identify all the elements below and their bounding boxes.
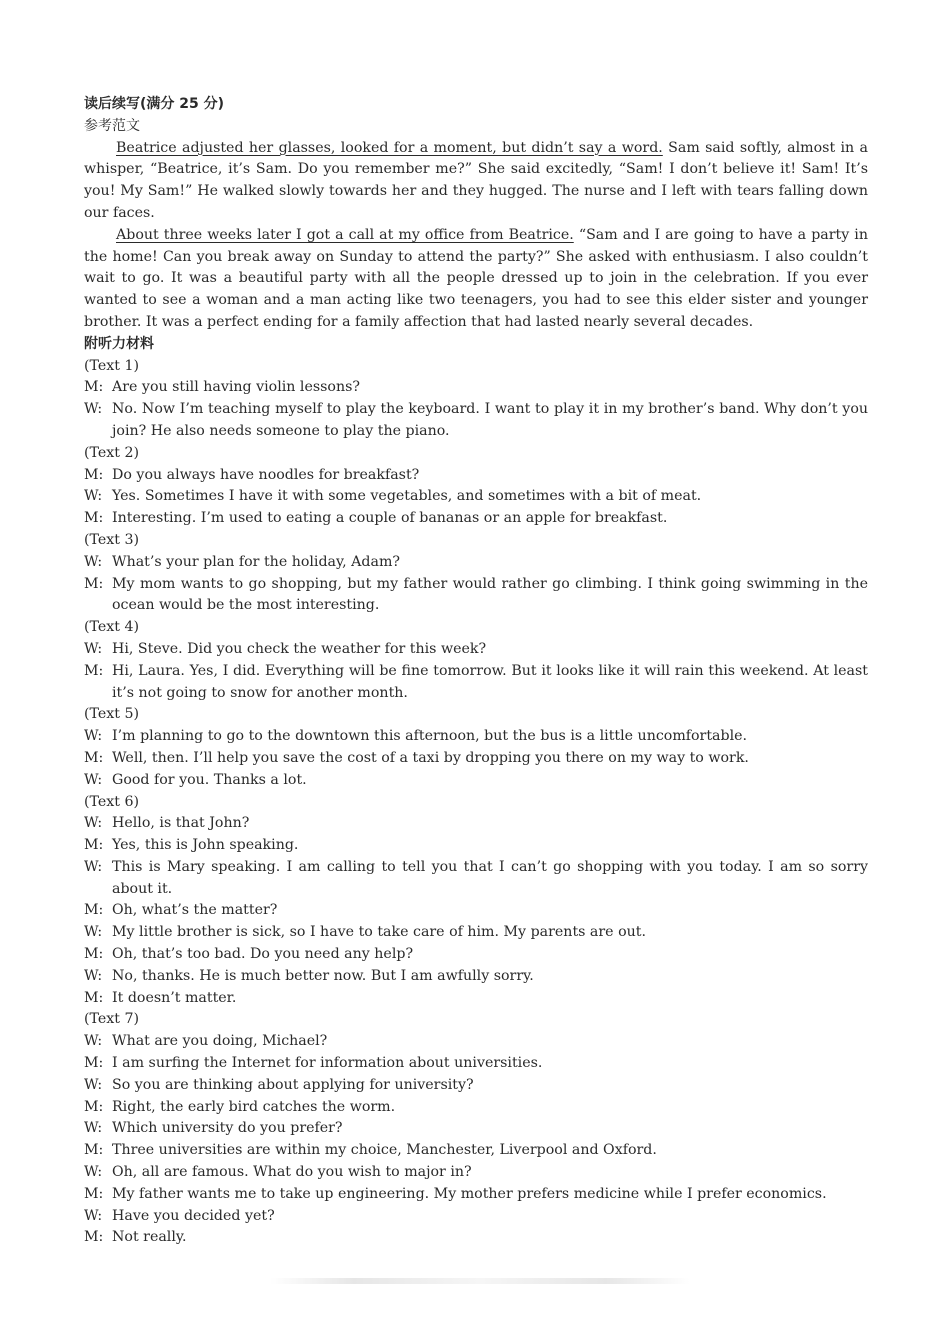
speaker-label: M: (84, 662, 104, 679)
speaker-label: W: (84, 1076, 103, 1093)
dialogue-line (84, 900, 868, 922)
dialogue-text: What’s your plan for the holiday, Adam? (112, 553, 401, 570)
speaker-label: W: (84, 401, 103, 418)
dialogue-text: No. Now I’m teaching myself to play the keyboard. I want to play it in my brother’s band. Why don’t you join? He also needs someone to play the piano. (112, 401, 868, 439)
speaker-label: M: (84, 749, 104, 766)
essay-paragraph-1-body: Sam said softly, almost in a whisper, “Beatrice, it’s Sam. Do you remember me?” She said excitedly, “Sam! I don’t believe it! Sam! It’s you! My Sam!” He walked slowly towards her and they hugged. The nurse and I left with tears falling down our faces. (84, 139, 868, 221)
dialogue-line (84, 988, 868, 1010)
essay-paragraph-1 (84, 138, 868, 225)
dialogue-line (84, 835, 868, 857)
dialogue-text: Hi, Steve. Did you check the weather for this week? (112, 640, 487, 657)
dialogue-line (84, 486, 868, 508)
speaker-label: M: (84, 575, 104, 592)
dialogue-text: Not really. (112, 1229, 187, 1246)
speaker-label: W: (84, 728, 103, 745)
dialogue-line (84, 1140, 868, 1162)
dialogue-text: Do you always have noodles for breakfast? (112, 466, 420, 483)
dialogue-line (84, 922, 868, 944)
dialogue-text: So you are thinking about applying for university? (112, 1076, 474, 1093)
speaker-label: M: (84, 1055, 104, 1072)
essay-paragraph-2 (84, 225, 868, 334)
dialogue-line (84, 726, 868, 748)
dialogue-text: My mom wants to go shopping, but my father would rather go climbing. I think going swimming in the ocean would be the most interesting. (112, 575, 868, 614)
dialogue-line (84, 1053, 868, 1075)
speaker-label: M: (84, 379, 104, 396)
speaker-label: W: (84, 640, 103, 657)
text-label: (Text 7) (84, 1011, 140, 1028)
speaker-label: W: (84, 488, 103, 505)
essay-paragraph-2-body: “Sam and I are going to have a party in the home! Can you break away on Sunday to attend the party?” She asked with enthusiasm. I also couldn’t wait to go. It was a beautiful party with all the people dressed up to join in the celebration. If you ever wanted to see a woman and a man acting like two teenagers, you had to see this elder sister and younger brother. It was a perfect ending for a family affection that had lasted nearly several decades. (84, 226, 868, 330)
essay-paragraph-1-given-sentence: Beatrice adjusted her glasses, looked for a moment, but didn’t say a word. (116, 139, 663, 156)
dialogue-line (84, 508, 868, 530)
dialogue-text: No, thanks. He is much better now. But I am awfully sorry. (112, 967, 534, 984)
speaker-label: W: (84, 815, 103, 832)
speaker-label: M: (84, 946, 104, 963)
dialogue-line (84, 944, 868, 966)
dialogue-text: My father wants me to take up engineering. My mother prefers medicine while I prefer economics. (112, 1185, 827, 1202)
dialogue-text: Interesting. I’m used to eating a couple of bananas or an apple for breakfast. (112, 510, 668, 527)
dialogue-line (84, 639, 868, 661)
dialogue-line (84, 966, 868, 988)
speaker-label: M: (84, 1185, 104, 1202)
dialogue-text: Well, then. I’ll help you save the cost of a taxi by dropping you there on my way to work. (112, 749, 749, 766)
dialogue-text: What are you doing, Michael? (112, 1033, 328, 1050)
dialogue-text: My little brother is sick, so I have to take care of him. My parents are out. (112, 924, 646, 941)
speaker-label: W: (84, 1164, 103, 1181)
speaker-label: M: (84, 510, 104, 527)
dialogue-line (84, 770, 868, 792)
dialogue-text: This is Mary speaking. I am calling to tell you that I can’t go shopping with you today. I am so sorry about it. (112, 858, 868, 897)
dialogue-line (84, 377, 868, 399)
speaker-label: W: (84, 1207, 103, 1224)
speaker-label: M: (84, 1142, 104, 1159)
dialogue-text: I am surfing the Internet for information about universities. (112, 1055, 543, 1072)
speaker-label: M: (84, 1098, 104, 1115)
dialogue-line (84, 748, 868, 770)
text-label: (Text 1) (84, 357, 140, 374)
speaker-label: W: (84, 858, 103, 875)
dialogue-text: Right, the early bird catches the worm. (112, 1098, 396, 1115)
section-subtitle-sample-essay: 参考范文 (84, 117, 140, 134)
text-label: (Text 6) (84, 793, 140, 810)
dialogue-line (84, 1075, 868, 1097)
section-title-listening-material: 附听力材料 (84, 335, 154, 352)
dialogue-text: Three universities are within my choice, Manchester, Liverpool and Oxford. (112, 1142, 657, 1159)
dialogue-line (84, 857, 868, 901)
dialogue-text: Have you decided yet? (112, 1207, 275, 1224)
speaker-label: W: (84, 1120, 103, 1137)
dialogue-text: Hello, is that John? (112, 815, 250, 832)
dialogue-text: I’m planning to go to the downtown this afternoon, but the bus is a little uncomfortable. (112, 728, 748, 745)
dialogue-line (84, 813, 868, 835)
dialogue-text: Oh, all are famous. What do you wish to major in? (112, 1164, 472, 1181)
dialogue-text: Yes. Sometimes I have it with some vegetables, and sometimes with a bit of meat. (112, 488, 702, 505)
dialogue-line (84, 1097, 868, 1119)
speaker-label: W: (84, 553, 103, 570)
speaker-label: M: (84, 466, 104, 483)
speaker-label: M: (84, 989, 104, 1006)
scan-smudge (270, 1278, 690, 1284)
speaker-label: W: (84, 967, 103, 984)
speaker-label: W: (84, 924, 103, 941)
dialogue-line (84, 465, 868, 487)
speaker-label: M: (84, 902, 104, 919)
document-page (84, 94, 868, 1249)
dialogue-text: Are you still having violin lessons? (112, 379, 360, 396)
text-label: (Text 3) (84, 531, 140, 548)
speaker-label: M: (84, 1229, 104, 1246)
section-title-continuation-writing: 读后续写(满分 25 分) (84, 96, 225, 112)
dialogue-line (84, 1031, 868, 1053)
listening-transcript (84, 356, 868, 1250)
essay-paragraph-2-given-sentence: About three weeks later I got a call at my office from Beatrice. (116, 226, 574, 243)
dialogue-text: Oh, what’s the matter? (112, 902, 278, 919)
dialogue-line (84, 1227, 868, 1249)
dialogue-line (84, 1184, 868, 1206)
dialogue-line (84, 1206, 868, 1228)
dialogue-text: It doesn’t matter. (112, 989, 237, 1006)
speaker-label: M: (84, 837, 104, 854)
text-label: (Text 4) (84, 619, 140, 636)
dialogue-line (84, 1162, 868, 1184)
dialogue-line (84, 399, 868, 443)
text-label: (Text 5) (84, 706, 140, 723)
speaker-label: W: (84, 1033, 103, 1050)
dialogue-line (84, 661, 868, 705)
text-label: (Text 2) (84, 444, 140, 461)
dialogue-text: Hi, Laura. Yes, I did. Everything will be fine tomorrow. But it looks like it will rain this weekend. At least it’s not going to snow for another month. (112, 662, 868, 701)
dialogue-text: Which university do you prefer? (112, 1120, 343, 1137)
dialogue-line (84, 552, 868, 574)
dialogue-text: Oh, that’s too bad. Do you need any help? (112, 946, 414, 963)
speaker-label: W: (84, 771, 103, 788)
dialogue-text: Yes, this is John speaking. (112, 837, 299, 854)
dialogue-line (84, 574, 868, 618)
dialogue-line (84, 1118, 868, 1140)
dialogue-text: Good for you. Thanks a lot. (112, 771, 307, 788)
